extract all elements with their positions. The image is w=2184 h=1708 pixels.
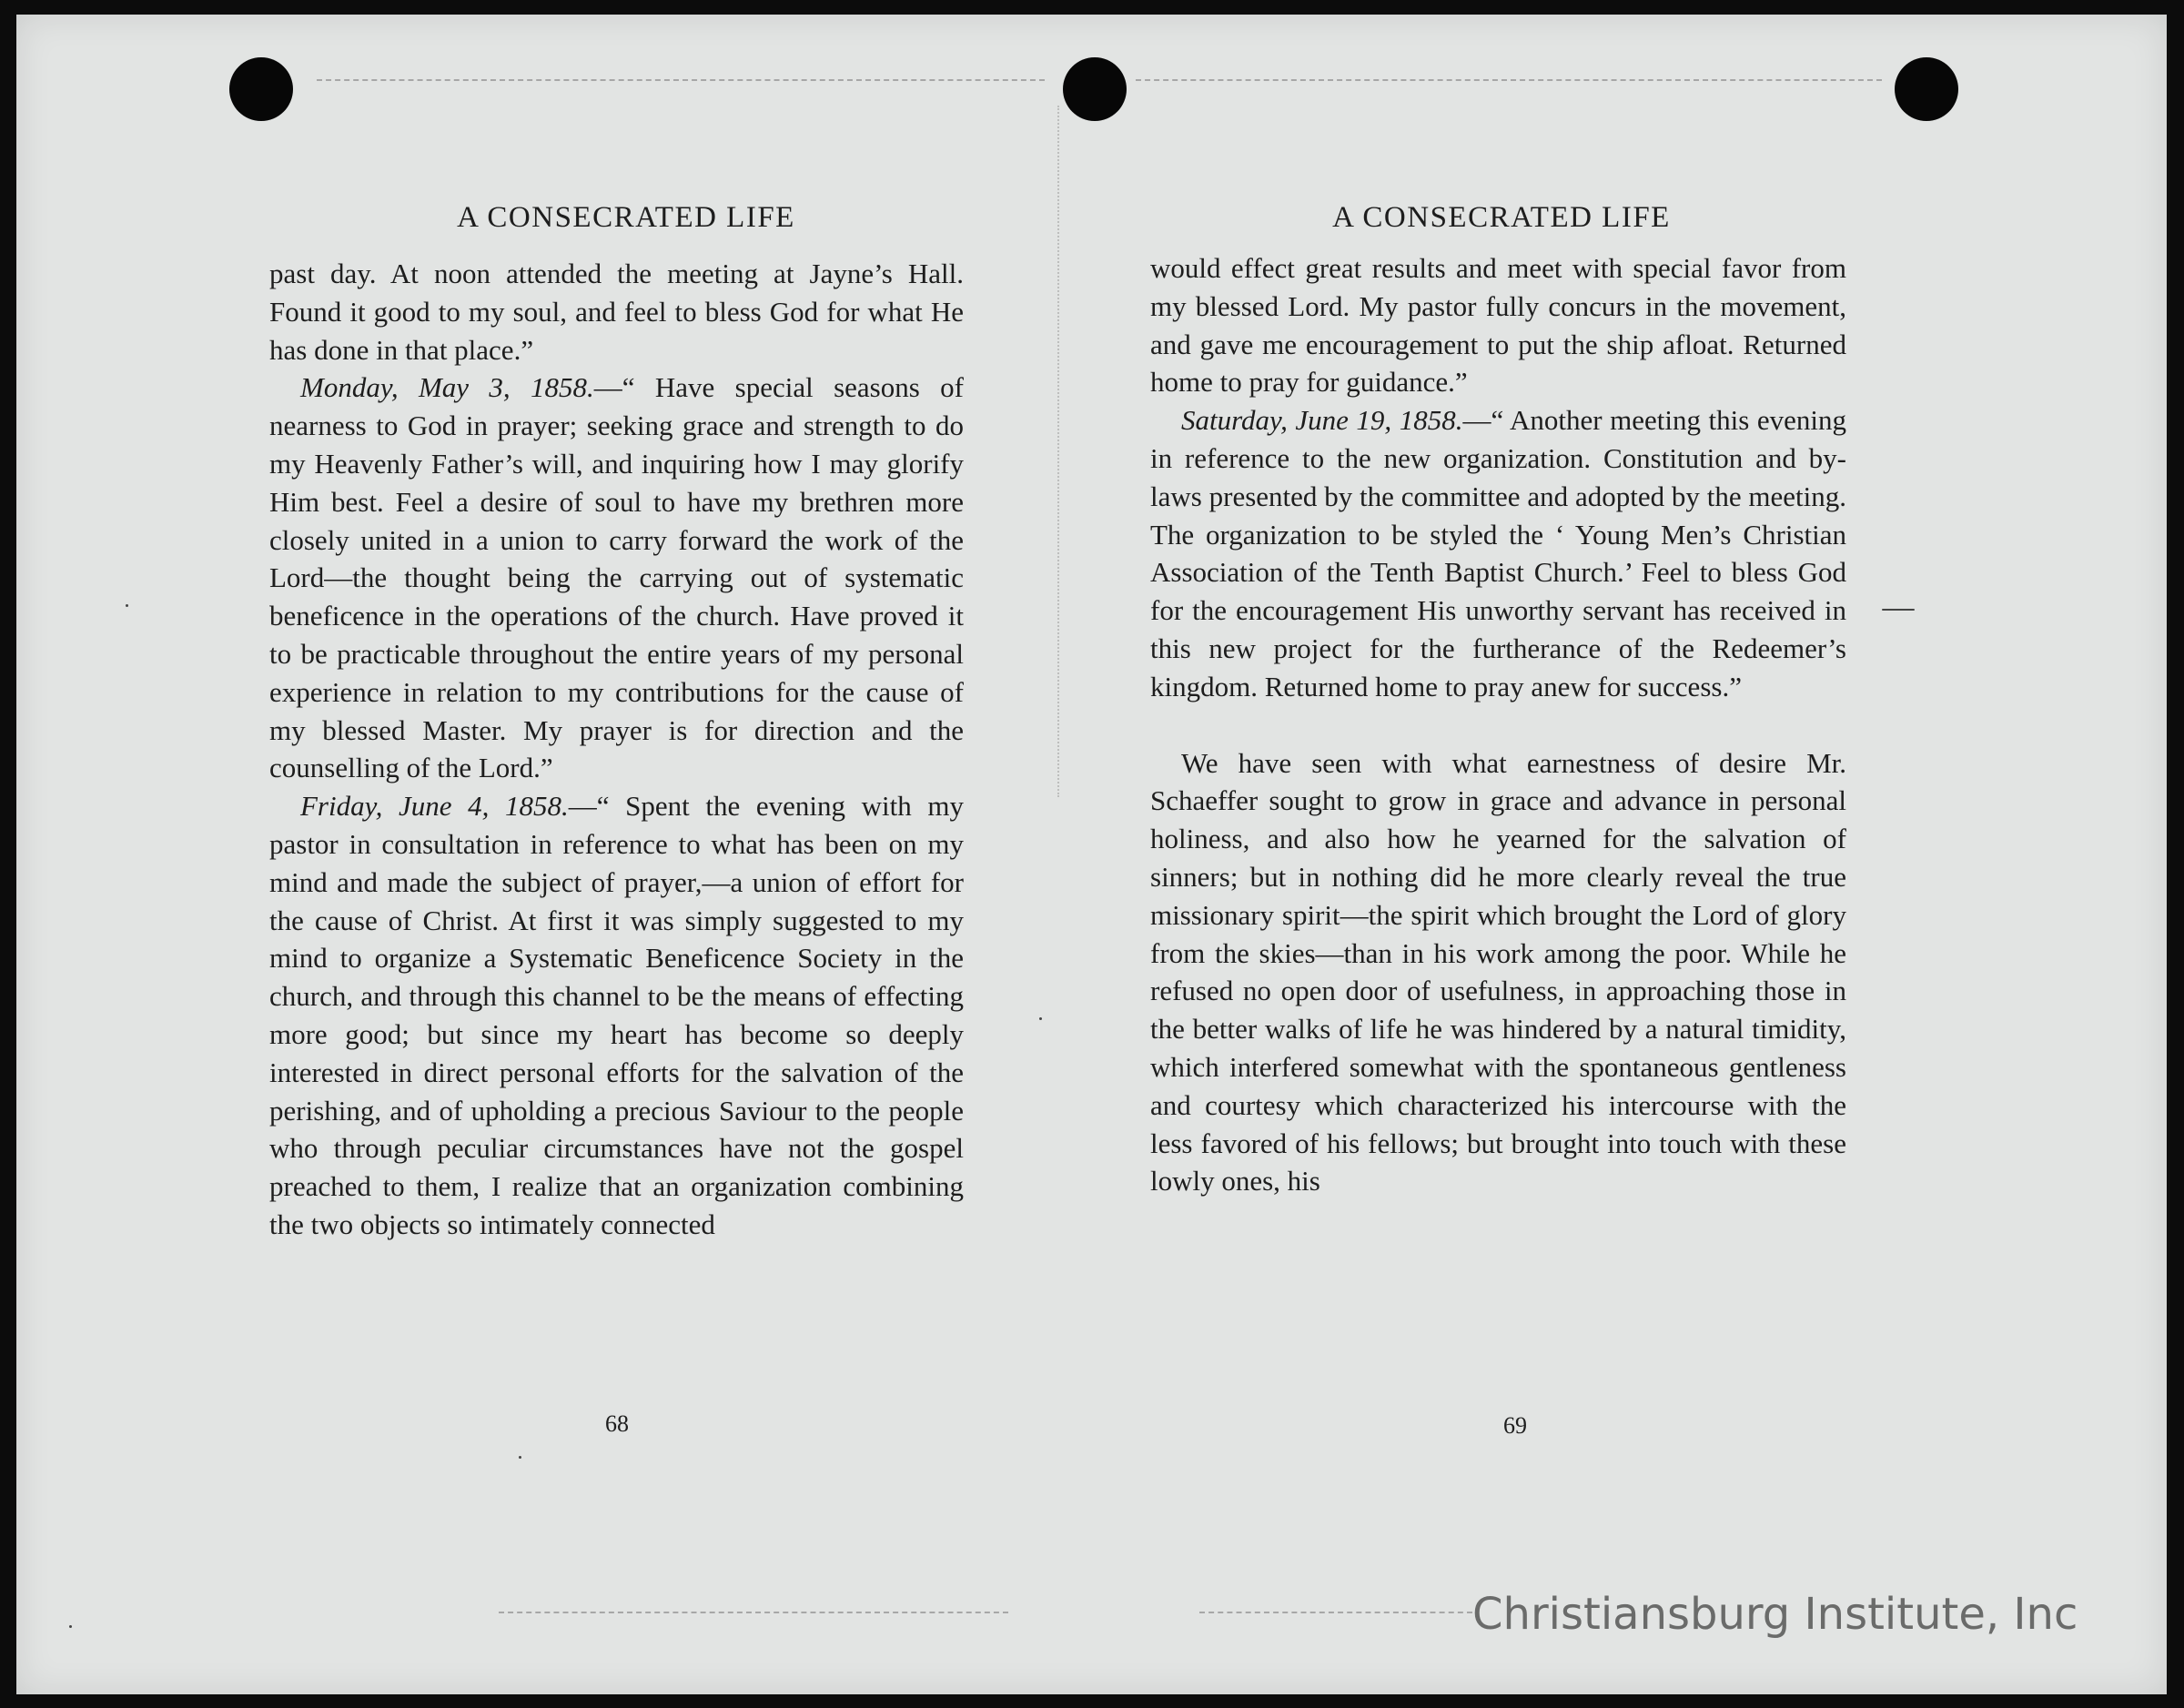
paragraph: [269, 255, 964, 369]
gutter-fold: [1057, 106, 1059, 797]
dust-speck: [1882, 609, 1915, 611]
perforation-top-left: [317, 79, 1045, 81]
diary-entry: [269, 369, 964, 787]
punch-hole-right: [1895, 57, 1958, 121]
entry-date: Monday, May 3, 1858.: [300, 371, 594, 404]
page-number-right: 69: [1503, 1412, 1527, 1439]
perforation-top-right: [1136, 79, 1882, 81]
dust-speck: [1039, 1017, 1042, 1020]
paragraph: [1150, 744, 1846, 1201]
paragraph-text: would effect great results and meet with special favor from my blessed Lord. My pastor fully concurs in the movement, and gave me encouragement to put the ship afloat. Returned home to pray for guidance.”: [1150, 252, 1846, 399]
entry-date: Saturday, June 19, 1858.: [1181, 404, 1463, 437]
paragraph: [1150, 249, 1846, 401]
running-head-left: A CONSECRATED LIFE: [457, 201, 795, 234]
perforation-bottom-right: [1199, 1612, 1472, 1613]
right-page-body: [1150, 249, 1846, 1200]
left-page-body: [269, 255, 964, 1244]
paragraph-text: We have seen with what earnestness of desire Mr. Schaeffer sought to grow in grace and advance in personal holiness, and also how he yearned for the salvation of sinners; but in nothing did he more clearly reveal the true missionary spirit—the spirit which brought the Lord of glory from the skies—than in his work among the poor. While he refused no open door of usefulness, in approaching those in the better walks of life he was hindered by a natural timidity, which interfered somewhat with the spontaneous gentleness and courtesy which characterized his intercourse with the less favored of his fellows; but brought into touch with these lowly ones, his: [1150, 746, 1846, 1198]
paragraph-text: past day. At noon attended the meeting at Jayne’s Hall. Found it good to my soul, and feel to bless God for what He has done in that place.”: [269, 258, 964, 366]
entry-text: —“ Another meeting this evening in reference to the new organization. Constitution and by-laws presented by the committee and adopted by the meeting. The organization to be styled the ‘ Young Men’s Christian Association of the Tenth Baptist Church.’ Feel to bless God for the encouragement His unworthy servant has received in this new project for the furtherance of the Redeemer’s kingdom. Returned home to pray anew for success.”: [1150, 404, 1846, 702]
diary-entry: [1150, 401, 1846, 705]
punch-hole-center: [1063, 57, 1127, 121]
entry-text: —“ Spent the evening with my pastor in consultation in reference to what has been on my mind and made the subject of prayer,—a union of effort for the cause of Christ. At first it was simply suggested to my mind to organize a Systematic Beneficence Society in the church, and through this channel to be the means of effecting more good; but since my heart has become so deeply interested in direct personal efforts for the salvation of the perishing, and of upholding a precious Saviour to the people who through peculiar circumstances have not the gospel preached to them, I realize that an organization combining the two objects so intimately connected: [269, 790, 964, 1240]
punch-hole-left: [229, 57, 293, 121]
watermark-text: Christiansburg Institute, Inc: [1472, 1589, 2078, 1640]
dust-speck: [519, 1456, 521, 1459]
diary-entry: [269, 787, 964, 1244]
entry-text: —“ Have special seasons of nearness to God in prayer; seeking grace and strength to do my Heavenly Father’s will, and inquiring how I may glorify Him best. Feel a desire of soul to have my brethren more closely united in a union to carry forward the work of the Lord—the thought being the carrying out of systematic beneficence in the operations of the church. Have proved it to be practicable throughout the entire years of my personal experience in relation to my contributions for the cause of my blessed Master. My prayer is for direction and the counselling of the Lord.”: [269, 371, 964, 784]
running-head-right: A CONSECRATED LIFE: [1332, 201, 1671, 234]
page-number-left: 68: [605, 1410, 629, 1437]
perforation-bottom-left: [499, 1612, 1008, 1613]
entry-date: Friday, June 4, 1858.: [300, 790, 569, 823]
dust-speck: [126, 604, 128, 607]
scanned-sheet: [16, 15, 2167, 1694]
dust-speck: [69, 1625, 72, 1628]
